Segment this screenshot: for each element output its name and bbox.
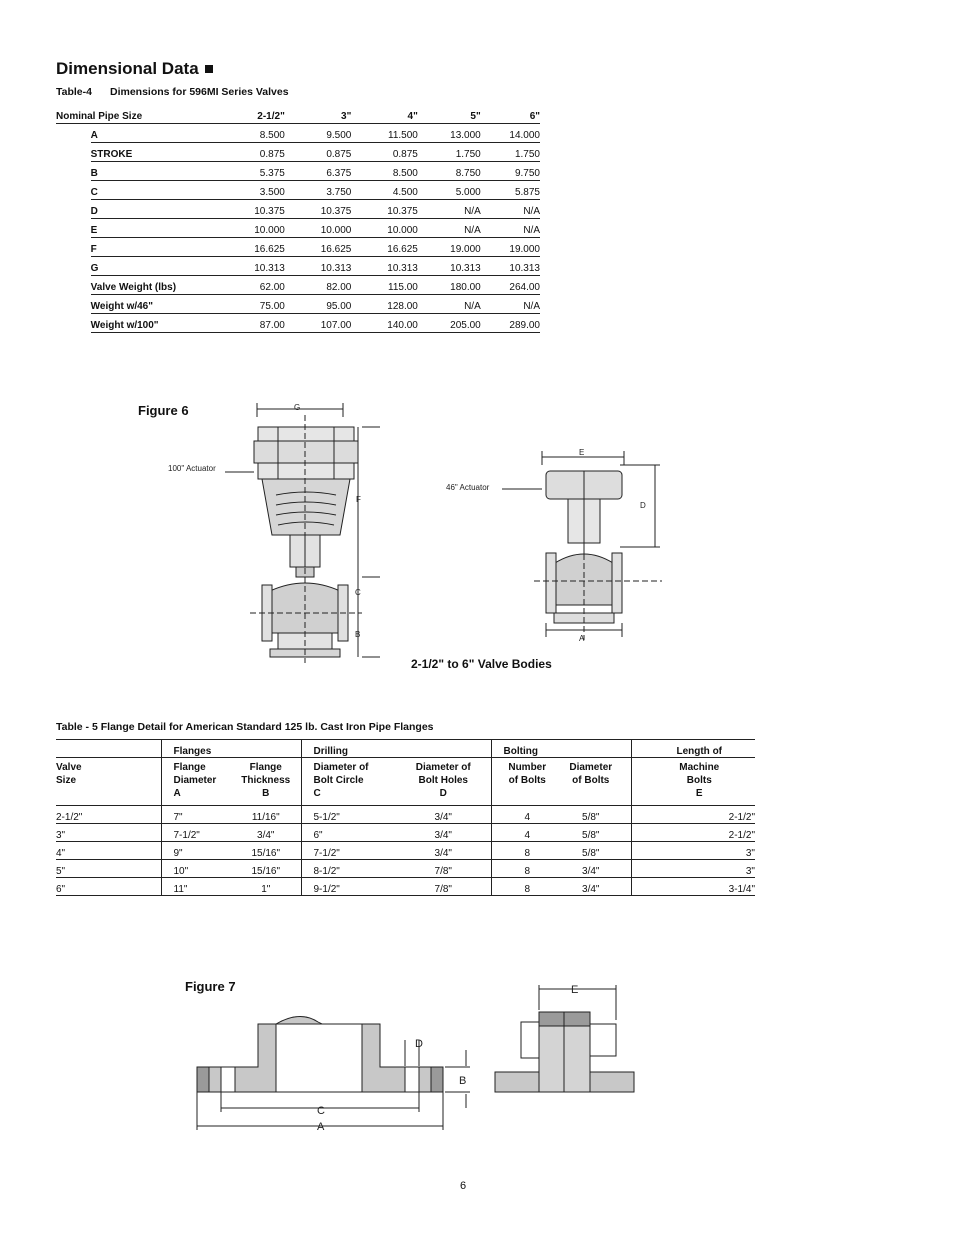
figure6-label: Figure 6 [138,403,189,418]
subheader-line: Flange [173,762,206,773]
subheader-line: Number [508,762,547,773]
table-cell: 1" [231,878,301,896]
row-label: A [91,124,222,143]
column-header-size: 2-1/2" [222,104,285,124]
subheader-line: Diameter [173,775,217,786]
table-cell: 3" [631,842,755,860]
table-row [56,276,540,295]
table-cell: 95.00 [285,295,352,314]
table-cell: 11/16" [231,806,301,824]
subheader-line: Bolt Circle [313,775,364,786]
row-indent [56,181,91,200]
row-indent [56,219,91,238]
table-cell: 3.500 [222,181,285,200]
table-cell: 10.000 [285,219,352,238]
table-cell: 9.500 [285,124,352,143]
table-cell: 8 [491,842,551,860]
subheader-line: A [173,788,181,799]
table-cell: 6" [301,824,396,842]
row-indent [56,200,91,219]
table-row [56,295,540,314]
table-cell: 5.000 [418,181,481,200]
row-label: C [91,181,222,200]
group-drilling: Drilling [301,740,491,758]
table-cell: 2-1/2" [631,806,755,824]
table-row [56,257,540,276]
table-row [56,238,540,257]
table4-caption: Table-4 Dimensions for 596MI Series Valves [56,86,289,98]
table-cell: 3/4" [551,860,631,878]
table-cell: 14.000 [481,124,540,143]
subheader-line: C [313,788,321,799]
table-cell: 4 [491,824,551,842]
table-cell: 4 [491,806,551,824]
table-row [56,181,540,200]
row-indent [56,124,91,143]
table-cell: 9" [161,842,231,860]
table-cell: 10.313 [351,257,418,276]
figure6-drawing [150,395,670,665]
figure7-dim-b: B [459,1075,467,1087]
table-cell: 140.00 [351,314,418,333]
table-cell: 3/4" [396,842,491,860]
figure6-caption: 2-1/2" to 6" Valve Bodies [411,657,552,671]
table-cell: 115.00 [351,276,418,295]
table5-caption: Table - 5 Flange Detail for American Standard 125 lb. Cast Iron Pipe Flanges [56,721,434,733]
table-cell: 7/8" [396,860,491,878]
table-cell: 4" [56,842,161,860]
table-cell: 10.313 [481,257,540,276]
table-cell: 11.500 [351,124,418,143]
row-label: G [91,257,222,276]
subheader-line: Size [56,775,77,786]
subheader-num-bolts [491,758,551,806]
table-cell: 5/8" [551,824,631,842]
subheader-line: Bolt Holes [418,775,468,786]
square-bullet-icon [205,65,213,73]
table-cell: 10.000 [351,219,418,238]
page-title: Dimensional Data [56,59,213,79]
table-cell: 5-1/2" [301,806,396,824]
table-cell: 180.00 [418,276,481,295]
figure6-dim-c: C [355,588,361,597]
table-cell: 8.500 [222,124,285,143]
table-cell: 10.375 [285,200,352,219]
table-cell: 16.625 [351,238,418,257]
table-cell: 13.000 [418,124,481,143]
table-cell: 11" [161,878,231,896]
table-cell: 8.750 [418,162,481,181]
subheader-valve-size [56,758,161,806]
table-row [56,314,540,333]
actuator-46-label: 46" Actuator [446,483,490,492]
table-cell: 10.313 [222,257,285,276]
table-row [56,824,755,842]
subheader-line: Thickness [241,775,291,786]
table-cell: 1.750 [481,143,540,162]
subheader-line: Bolts [686,775,712,786]
table-cell: 8 [491,878,551,896]
table-cell: 75.00 [222,295,285,314]
table-cell: 10.313 [418,257,481,276]
row-label: STROKE [91,143,222,162]
table-cell: 5/8" [551,806,631,824]
figure6-dim-g: G [294,403,301,412]
subheader-line: E [695,788,703,799]
table-cell: 8.500 [351,162,418,181]
subheader-dia-bolts [551,758,631,806]
table-cell: 8-1/2" [301,860,396,878]
table-cell: 5.875 [481,181,540,200]
row-indent [56,257,91,276]
table-row [56,878,755,896]
table-cell: 6" [56,878,161,896]
table-cell: 9.750 [481,162,540,181]
table-cell: 7-1/2" [161,824,231,842]
subheader-line: Valve [56,762,82,773]
table-cell: 10.375 [222,200,285,219]
table-cell: N/A [418,200,481,219]
table-cell: N/A [418,295,481,314]
table-cell: 5.375 [222,162,285,181]
table-cell: 128.00 [351,295,418,314]
row-label: B [91,162,222,181]
row-indent [56,295,91,314]
flange-detail-table [56,739,755,896]
row-indent [56,238,91,257]
table-cell: 15/16" [231,842,301,860]
subheader-bolt-holes [396,758,491,806]
subheader-line: B [262,788,270,799]
table-cell: 3" [56,824,161,842]
table-row [56,860,755,878]
table-cell: N/A [418,219,481,238]
column-header-nominal-pipe-size: Nominal Pipe Size [56,104,222,124]
table-cell: 19.000 [481,238,540,257]
subheader-line: Flange [249,762,282,773]
row-label: F [91,238,222,257]
row-indent [56,314,91,333]
table-cell: 3" [631,860,755,878]
table-cell: 82.00 [285,276,352,295]
row-label: Weight w/100" [91,314,222,333]
figure6-dim-d: D [640,501,646,510]
group-length-of: Length of [631,740,755,758]
table-cell: N/A [481,200,540,219]
figure7-dim-d: D [415,1038,423,1050]
row-indent [56,143,91,162]
table4-header-row [56,104,540,124]
figure6-dim-a: A [579,634,585,643]
table-cell: 289.00 [481,314,540,333]
table-cell: 205.00 [418,314,481,333]
table-cell: 0.875 [285,143,352,162]
table-cell: 107.00 [285,314,352,333]
figure7-dim-a: A [317,1121,325,1133]
group-bolting: Bolting [491,740,631,758]
page-number: 6 [460,1180,467,1192]
figure6-dim-f: F [356,495,361,504]
column-header-size: 3" [285,104,352,124]
table-row [56,143,540,162]
table-cell: 7/8" [396,878,491,896]
table-cell: 16.625 [222,238,285,257]
row-label: E [91,219,222,238]
column-header-size: 4" [351,104,418,124]
table-cell: 7-1/2" [301,842,396,860]
table-row [56,806,755,824]
table-cell: 10" [161,860,231,878]
table-cell: 3-1/4" [631,878,755,896]
row-indent [56,162,91,181]
figure7-drawing [190,980,650,1140]
figure7-label: Figure 7 [185,979,236,994]
subheader-bolt-circle [301,758,396,806]
subheader-line: Diameter of [415,762,471,773]
subheader-flange-diameter [161,758,231,806]
table-cell: 62.00 [222,276,285,295]
subheader-machine-bolts [631,758,755,806]
table-cell: 0.875 [222,143,285,162]
row-indent [56,276,91,295]
table-row [56,200,540,219]
subheader-flange-thickness [231,758,301,806]
table-cell: 3.750 [285,181,352,200]
table-cell: 2-1/2" [56,806,161,824]
column-header-size: 6" [481,104,540,124]
table-cell: N/A [481,219,540,238]
table-cell: 7" [161,806,231,824]
table-row [56,124,540,143]
subheader-line: Machine [679,762,720,773]
table-cell: 9-1/2" [301,878,396,896]
table-row [56,162,540,181]
row-label: Weight w/46" [91,295,222,314]
table-cell: N/A [481,295,540,314]
figure6-dim-e: E [579,448,585,457]
table-cell: 5" [56,860,161,878]
table-cell: 5/8" [551,842,631,860]
figure6-dim-b: B [355,630,361,639]
table-cell: 16.625 [285,238,352,257]
table-cell: 3/4" [396,806,491,824]
row-label: Valve Weight (lbs) [91,276,222,295]
table-cell: 87.00 [222,314,285,333]
table-cell: 3/4" [551,878,631,896]
subheader-line: of Bolts [508,775,546,786]
row-label: D [91,200,222,219]
table-cell: 2-1/2" [631,824,755,842]
subheader-line: of Bolts [572,775,610,786]
column-header-size: 5" [418,104,481,124]
table-cell: 10.000 [222,219,285,238]
table-cell: 6.375 [285,162,352,181]
subheader-line: Diameter of [313,762,369,773]
table-cell: 3/4" [396,824,491,842]
figure7-dim-e: E [571,984,579,996]
subheader-line: Diameter [569,762,613,773]
figure7-dim-c: C [317,1105,325,1117]
subheader-line: D [439,788,447,799]
table-cell: 1.750 [418,143,481,162]
table-cell: 264.00 [481,276,540,295]
table-row [56,842,755,860]
table-cell: 10.375 [351,200,418,219]
table-cell: 10.313 [285,257,352,276]
table-cell: 8 [491,860,551,878]
table-cell: 3/4" [231,824,301,842]
table-row [56,219,540,238]
actuator-100-label: 100" Actuator [168,464,216,473]
group-flanges: Flanges [161,740,301,758]
dimensions-table [56,104,540,333]
table-cell: 0.875 [351,143,418,162]
table-cell: 4.500 [351,181,418,200]
table-cell: 15/16" [231,860,301,878]
table-cell: 19.000 [418,238,481,257]
